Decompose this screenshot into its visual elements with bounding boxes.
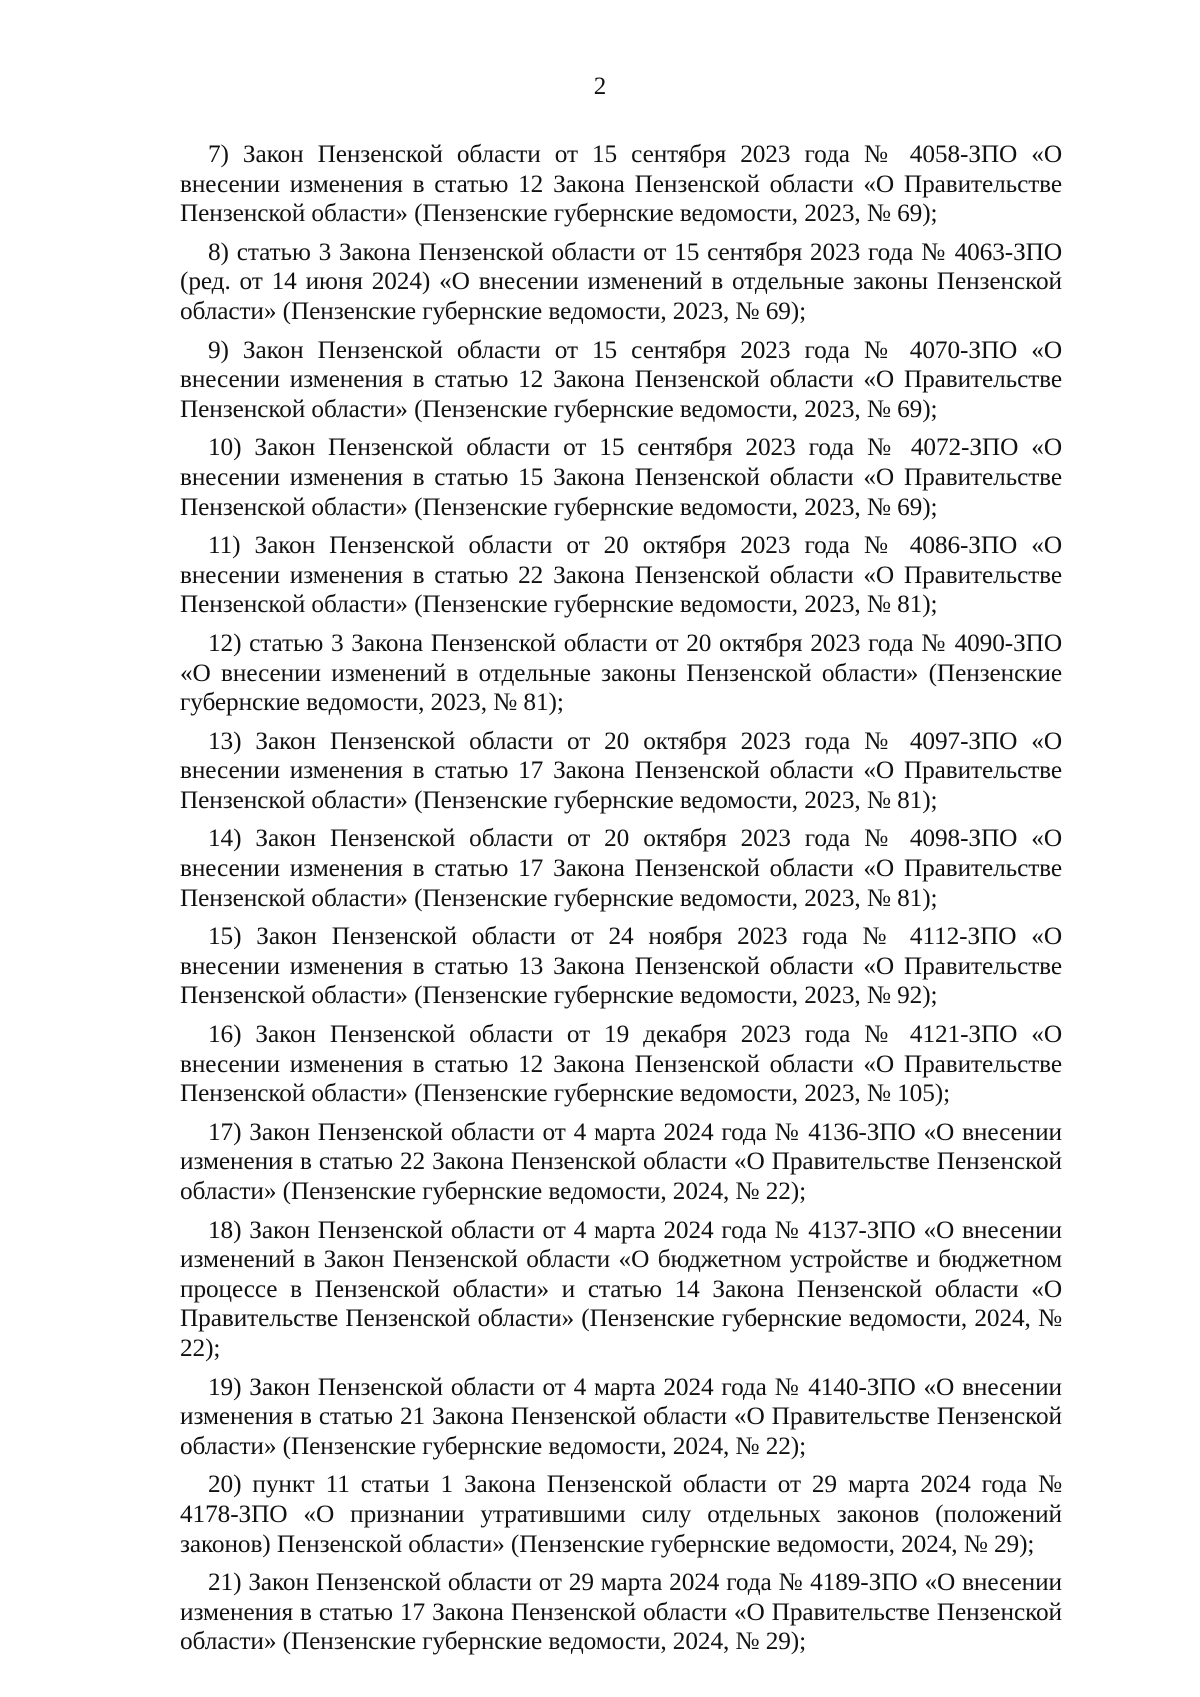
list-item: 18) Закон Пензенской области от 4 марта 2024 года № 4137-ЗПО «О внесении изменений в Закон Пензенской области «О бюджетном устройстве и бюджетном процессе в Пензенской области» и статью 14 Закона Пензенской области «О Правительстве Пензенской области» (Пензенские губернские ведомости, 2024, № 22); bbox=[180, 1215, 1062, 1362]
list-item: 19) Закон Пензенской области от 4 марта 2024 года № 4140-ЗПО «О внесении изменения в статью 21 Закона Пензенской области «О Правительстве Пензенской области» (Пензенские губернские ведомости, 2024, № 22); bbox=[180, 1372, 1062, 1460]
list-item: 7) Закон Пензенской области от 15 сентября 2023 года № 4058-ЗПО «О внесении изменения в статью 12 Закона Пензенской области «О Правительстве Пензенской области» (Пензенские губернские ведомости, 2023, № 69); bbox=[180, 140, 1062, 228]
list-item: 16) Закон Пензенской области от 19 декабря 2023 года № 4121-ЗПО «О внесении изменения в статью 12 Закона Пензенской области «О Правительстве Пензенской области» (Пензенские губернские ведомости, 2023, № 105); bbox=[180, 1020, 1062, 1108]
list-item: 10) Закон Пензенской области от 15 сентября 2023 года № 4072-ЗПО «О внесении изменения в статью 15 Закона Пензенской области «О Правительстве Пензенской области» (Пензенские губернские ведомости, 2023, № 69); bbox=[180, 433, 1062, 521]
list-item: 13) Закон Пензенской области от 20 октября 2023 года № 4097-ЗПО «О внесении изменения в статью 17 Закона Пензенской области «О Правительстве Пензенской области» (Пензенские губернские ведомости, 2023, № 81); bbox=[180, 726, 1062, 814]
list-item: 15) Закон Пензенской области от 24 ноября 2023 года № 4112-ЗПО «О внесении изменения в статью 13 Закона Пензенской области «О Правительстве Пензенской области» (Пензенские губернские ведомости, 2023, № 92); bbox=[180, 922, 1062, 1010]
page-number: 2 bbox=[593, 73, 607, 100]
list-item: 12) статью 3 Закона Пензенской области от 20 октября 2023 года № 4090-ЗПО «О внесении изменений в отдельные законы Пензенской области» (Пензенские губернские ведомости, 2023, № 81); bbox=[180, 628, 1062, 717]
list-item: 21) Закон Пензенской области от 29 марта 2024 года № 4189-ЗПО «О внесении изменения в статью 17 Закона Пензенской области «О Правительстве Пензенской области» (Пензенские губернские ведомости, 2024, № 29); bbox=[180, 1568, 1062, 1656]
list-item: 11) Закон Пензенской области от 20 октября 2023 года № 4086-ЗПО «О внесении изменения в статью 22 Закона Пензенской области «О Правительстве Пензенской области» (Пензенские губернские ведомости, 2023, № 81); bbox=[180, 531, 1062, 619]
list-item: 9) Закон Пензенской области от 15 сентября 2023 года № 4070-ЗПО «О внесении изменения в статью 12 Закона Пензенской области «О Правительстве Пензенской области» (Пензенские губернские ведомости, 2023, № 69); bbox=[180, 335, 1062, 423]
list-item: 14) Закон Пензенской области от 20 октября 2023 года № 4098-ЗПО «О внесении изменения в статью 17 Закона Пензенской области «О Правительстве Пензенской области» (Пензенские губернские ведомости, 2023, № 81); bbox=[180, 824, 1062, 912]
law-list bbox=[180, 140, 1062, 1666]
list-item: 20) пункт 11 статьи 1 Закона Пензенской области от 29 марта 2024 года № 4178-ЗПО «О признании утратившими силу отдельных законов (положений законов) Пензенской области» (Пензенские губернские ведомости, 2024, № 29); bbox=[180, 1470, 1062, 1558]
list-item: 17) Закон Пензенской области от 4 марта 2024 года № 4136-ЗПО «О внесении изменения в статью 22 Закона Пензенской области «О Правительстве Пензенской области» (Пензенские губернские ведомости, 2024, № 22); bbox=[180, 1117, 1062, 1205]
list-item: 8) статью 3 Закона Пензенской области от 15 сентября 2023 года № 4063-ЗПО (ред. от 14 июня 2024) «О внесении изменений в отдельные законы Пензенской области» (Пензенские губернские ведомости, 2023, № 69); bbox=[180, 237, 1062, 325]
